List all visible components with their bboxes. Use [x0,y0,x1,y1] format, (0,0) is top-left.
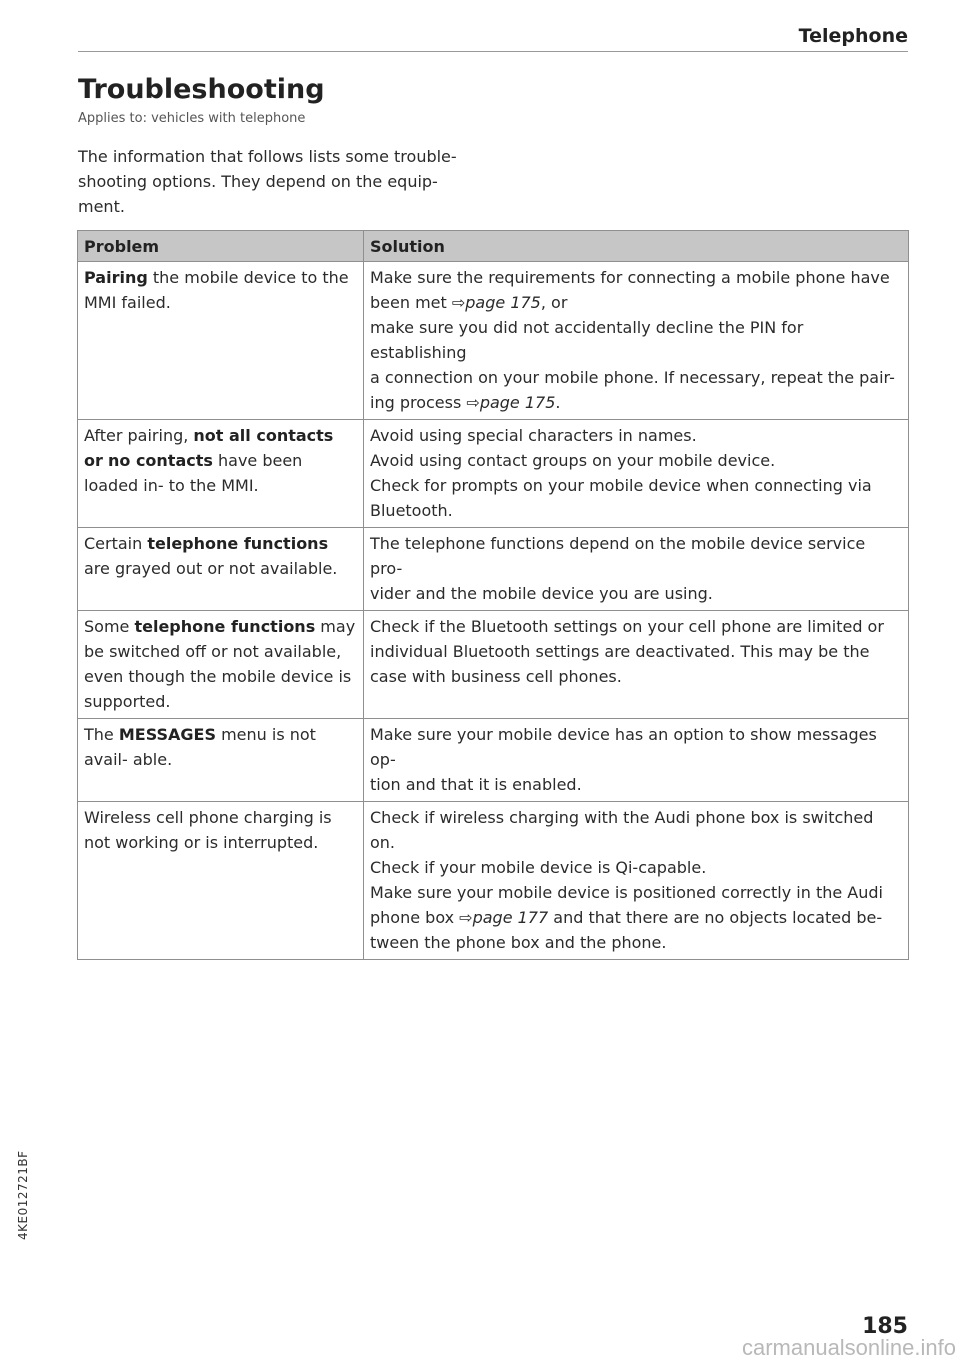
problem-text: Wireless cell phone charging is not working or is interrupted. [84,808,332,852]
solution-line: Bluetooth. [370,501,453,520]
problem-cell [78,528,364,611]
solution-text: been met ⇨ [370,293,466,312]
table-row [78,719,909,802]
troubleshooting-table [77,230,909,960]
applies-to-note: Applies to: vehicles with telephone [78,111,306,126]
solution-line: tween the phone box and the phone. [370,933,667,952]
problem-text: may be switched off or not available, even though the mobile device is supported. [84,617,356,711]
problem-keyword: no contacts [107,451,213,470]
solution-text: and that there are no objects located be- [548,908,883,927]
page-reference-link[interactable]: page 175 [465,293,541,312]
solution-line: make sure you did not accidentally decline the PIN for establishing [370,318,804,362]
solution-line [370,905,902,930]
section-title: Telephone [798,25,908,47]
problem-cell [78,802,364,960]
solution-line [370,290,902,315]
solution-cell [364,262,909,420]
solution-line: a connection on your mobile phone. If necessary, repeat the pair- [370,368,895,387]
solution-line: individual Bluetooth settings are deactivated. This may be the [370,642,870,661]
column-header-problem: Problem [78,231,364,262]
solution-line: Avoid using special characters in names. [370,426,697,445]
problem-text: After pairing, [84,426,194,445]
solution-text: , or [540,293,568,312]
solution-cell [364,528,909,611]
solution-line: Check for prompts on your mobile device when connecting via [370,476,872,495]
solution-line: Avoid using contact groups on your mobile device. [370,451,776,470]
solution-line: case with business cell phones. [370,667,622,686]
solution-text: . [555,393,561,412]
problem-text: the mobile device to the MMI failed. [84,268,349,312]
solution-line: Check if the Bluetooth settings on your cell phone are limited or [370,617,884,636]
intro-line: shooting options. They depend on the equip- [78,172,438,191]
column-header-solution: Solution [364,231,909,262]
problem-cell [78,262,364,420]
table-row [78,420,909,528]
solution-text: phone box ⇨ [370,908,473,927]
table-row [78,611,909,719]
solution-line: Make sure your mobile device is positioned correctly in the Audi [370,883,883,902]
problem-keyword: not all contacts or [84,426,334,470]
solution-line: vider and the mobile device you are using. [370,584,713,603]
solution-line: Make sure your mobile device has an option to show messages op- [370,725,877,769]
header-rule [78,51,908,52]
intro-paragraph [78,144,478,219]
table-header-row [78,231,909,262]
table-row [78,528,909,611]
table-row [78,262,909,420]
problem-text: menu is not avail- able. [84,725,316,769]
page-number: 185 [862,1314,908,1339]
solution-cell [364,420,909,528]
solution-line: Check if wireless charging with the Audi phone box is switched on. [370,808,874,852]
problem-cell [78,611,364,719]
watermark: carmanualsonline.info [741,1335,956,1360]
solution-cell [364,802,909,960]
page-reference-link[interactable]: page 177 [472,908,549,927]
intro-line: ment. [78,197,125,216]
table-row [78,802,909,960]
problem-cell [78,719,364,802]
problem-text: Some [84,617,135,636]
problem-keyword: Pairing [84,268,148,287]
problem-keyword: telephone functions [147,534,329,553]
solution-line: The telephone functions depend on the mobile device service pro- [370,534,866,578]
document-code: 4KE012721BF [16,1150,30,1240]
intro-line: The information that follows lists some trouble- [78,147,457,166]
page-heading: Troubleshooting [78,74,325,105]
solution-line: Make sure the requirements for connecting a mobile phone have [370,268,890,287]
solution-text: ing process ⇨ [370,393,480,412]
solution-line [370,390,902,415]
problem-keyword: MESSAGES [118,725,216,744]
problem-text: Certain [84,534,148,553]
problem-text: The [84,725,119,744]
solution-line: Check if your mobile device is Qi-capable. [370,858,707,877]
problem-cell [78,420,364,528]
solution-cell [364,611,909,719]
solution-line: tion and that it is enabled. [370,775,582,794]
problem-text: have been loaded in- to the MMI. [84,451,303,495]
problem-text: are grayed out or not available. [84,559,338,578]
problem-keyword: telephone functions [134,617,316,636]
page-reference-link[interactable]: page 175 [479,393,556,412]
solution-cell [364,719,909,802]
